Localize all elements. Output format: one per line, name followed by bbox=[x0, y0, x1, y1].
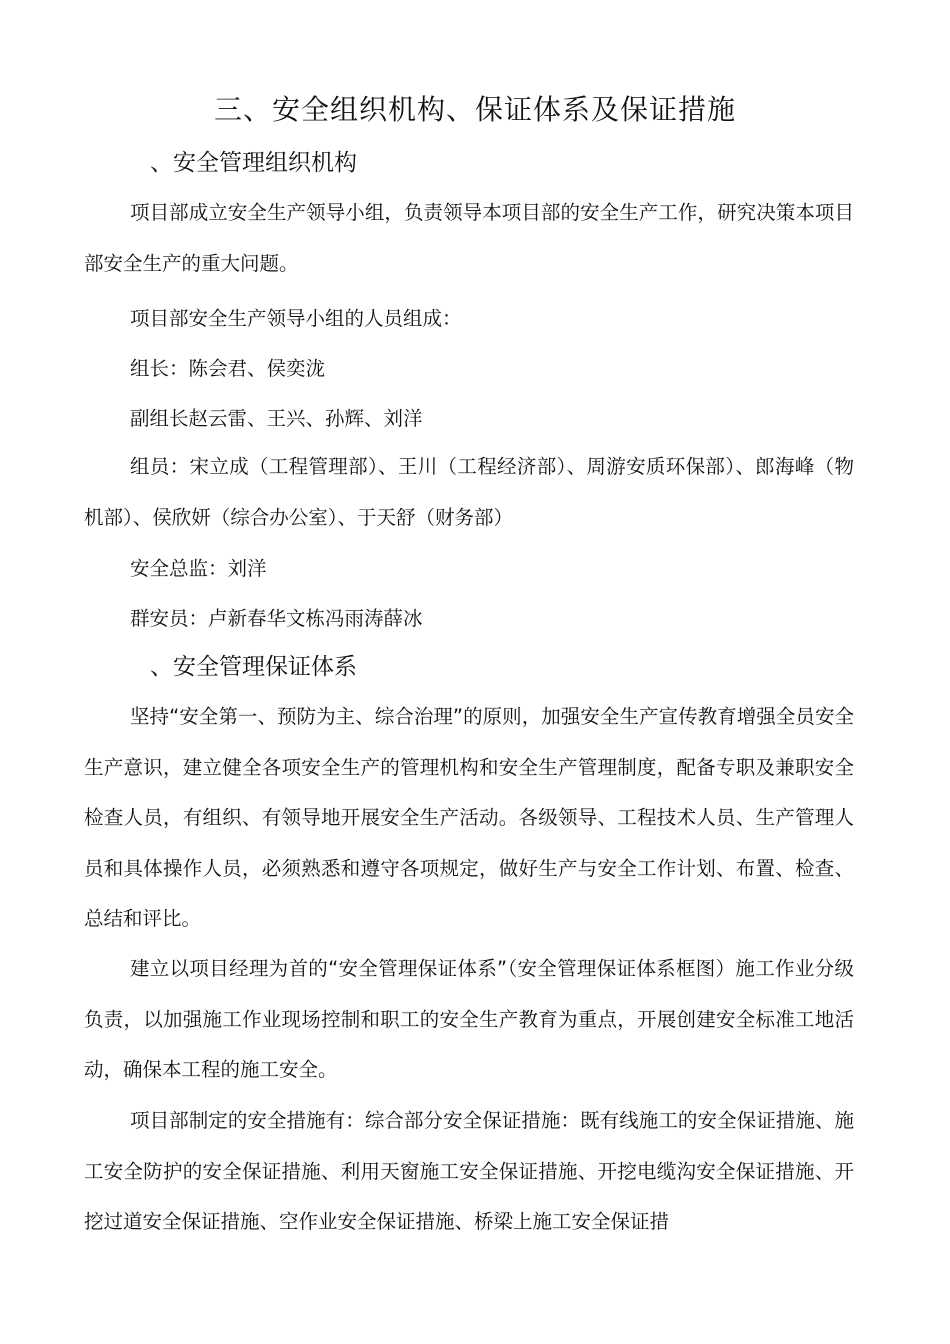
safety-staff-line: 群安员：卢新春华文栋冯雨涛薛冰 bbox=[130, 607, 423, 630]
paragraph-principles: 坚持“安全第一、预防为主、综合治理”的原则，加强安全生产宣传教育增强全员安全生产意识，建立健全各项安全生产的管理机构和安全生产管理制度，配备专职及兼职安全检查人员，有组织、有领导地开展安全生产活动。各级领导、工程技术人员、生产管理人员和具体操作人员，必须熟悉和遵守各项规定，做好生产与安全工作计划、布置、检查、总结和评比。 bbox=[84, 705, 854, 930]
safety-director-line: 安全总监：刘洋 bbox=[130, 557, 267, 580]
members-paragraph: 组员：宋立成（工程管理部）、王川（工程经济部）、周游安质环保部）、郎海峰（物机部）、侯欣妍（综合办公室）、于天舒（财务部） bbox=[84, 455, 854, 529]
section-heading-assurance-system: 、安全管理保证体系 bbox=[150, 654, 357, 680]
paragraph-safety-measures: 项目部制定的安全措施有：综合部分安全保证措施：既有线施工的安全保证措施、施工安全防护的安全保证措施、利用天窗施工安全保证措施、开挖电缆沟安全保证措施、开挖过道安全保证措施、空作业安全保证措施、桥梁上施工安全保证措 bbox=[84, 1109, 854, 1233]
leader-line: 组长：陈会君、侯奕泷 bbox=[130, 357, 326, 380]
composition-label: 项目部安全生产领导小组的人员组成： bbox=[130, 307, 462, 330]
paragraph-intro: 项目部成立安全生产领导小组，负责领导本项目部的安全生产工作，研究决策本项目部安全生产的重大问题。 bbox=[84, 201, 854, 275]
document-title: 三、安全组织机构、保证体系及保证措施 bbox=[213, 93, 736, 126]
section-heading-organization: 、安全管理组织机构 bbox=[150, 150, 357, 176]
deputy-leader-line: 副组长赵云雷、王兴、孙辉、刘洋 bbox=[130, 407, 423, 430]
paragraph-assurance-system: 建立以项目经理为首的“安全管理保证体系”（安全管理保证体系框图）施工作业分级负责，以加强施工作业现场控制和职工的安全生产教育为重点，开展创建安全标准工地活动，确保本工程的施工安全。 bbox=[84, 957, 854, 1081]
